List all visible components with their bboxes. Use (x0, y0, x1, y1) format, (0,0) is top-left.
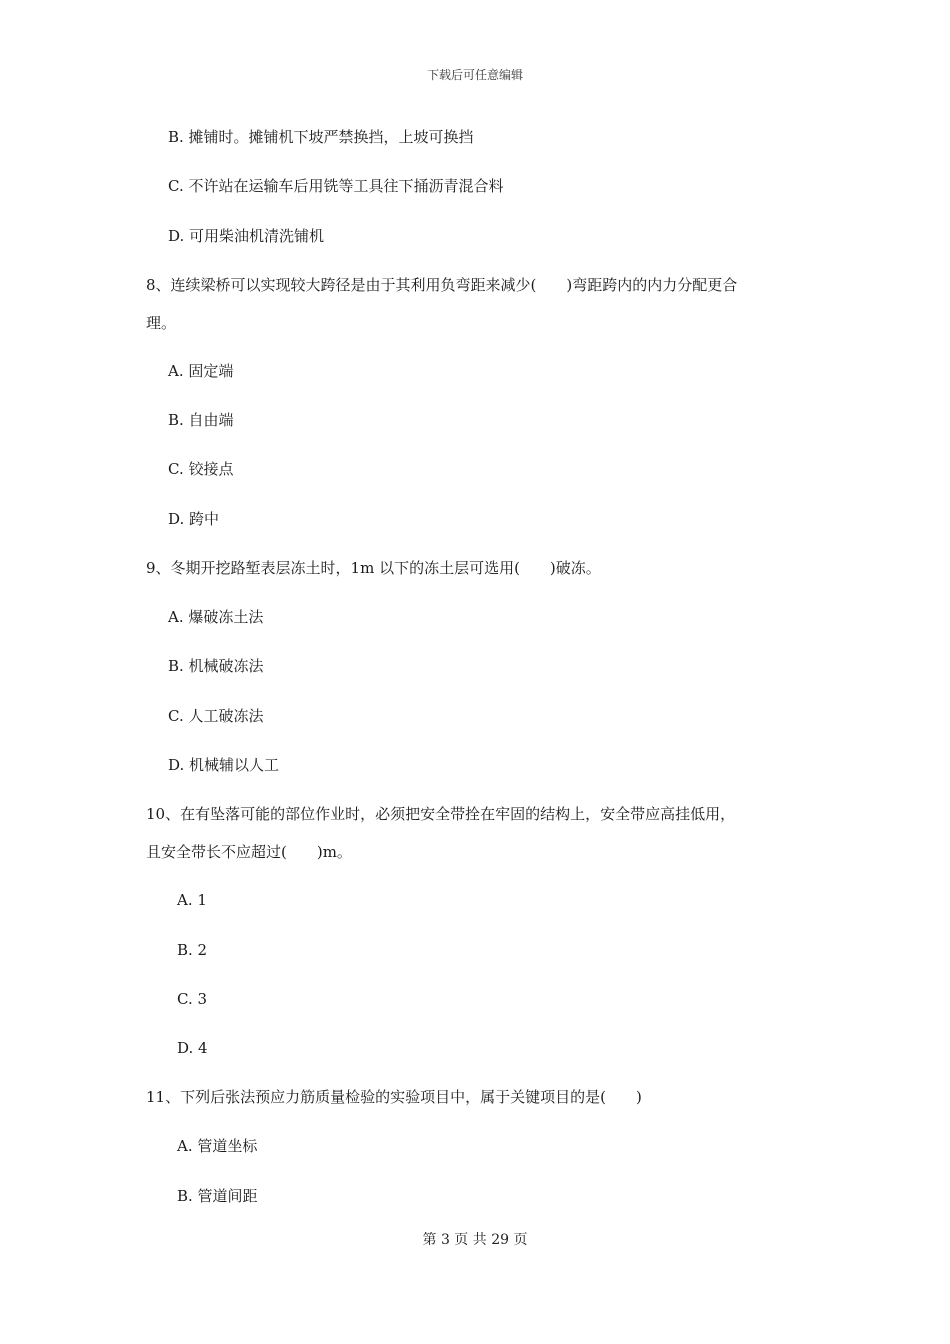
option-line: B. 机械破冻法 (168, 657, 264, 675)
question-line: 9、冬期开挖路堑表层冻土时，1m 以下的冻土层可选用( )破冻。 (146, 559, 601, 577)
option-line: C. 不许站在运输车后用铣等工具往下捅沥青混合料 (168, 177, 504, 195)
option-line: D. 可用柴油机清洗铺机 (168, 227, 325, 245)
page-header: 下载后可任意编辑 (426, 68, 523, 82)
option-line: D. 跨中 (168, 510, 220, 528)
option-line: D. 4 (177, 1039, 208, 1057)
option-line: C. 人工破冻法 (168, 707, 264, 725)
option-line: C. 铰接点 (168, 460, 234, 478)
option-line: B. 2 (177, 941, 208, 959)
option-line: C. 3 (177, 990, 208, 1008)
option-line: A. 爆破冻土法 (168, 608, 264, 626)
option-line: A. 固定端 (168, 362, 234, 380)
question-line: 8、连续梁桥可以实现较大跨径是由于其利用负弯距来减少( )弯距跨内的内力分配更合 (146, 276, 738, 294)
question-line: 理。 (146, 314, 177, 332)
question-line: 且安全带长不应超过( )m。 (146, 843, 352, 861)
option-line: B. 管道间距 (177, 1187, 258, 1205)
page-footer: 第 3 页 共 29 页 (422, 1232, 528, 1248)
option-line: D. 机械辅以人工 (168, 756, 280, 774)
option-line: A. 1 (177, 891, 207, 909)
question-line: 10、在有坠落可能的部位作业时，必须把安全带拴在牢固的结构上，安全带应高挂低用， (146, 805, 736, 823)
option-line: B. 摊铺时。摊铺机下坡严禁换挡，上坡可换挡 (168, 128, 474, 146)
question-line: 11、下列后张法预应力筋质量检验的实验项目中，属于关键项目的是( ) (146, 1088, 642, 1106)
option-line: A. 管道坐标 (177, 1137, 258, 1155)
option-line: B. 自由端 (168, 411, 234, 429)
